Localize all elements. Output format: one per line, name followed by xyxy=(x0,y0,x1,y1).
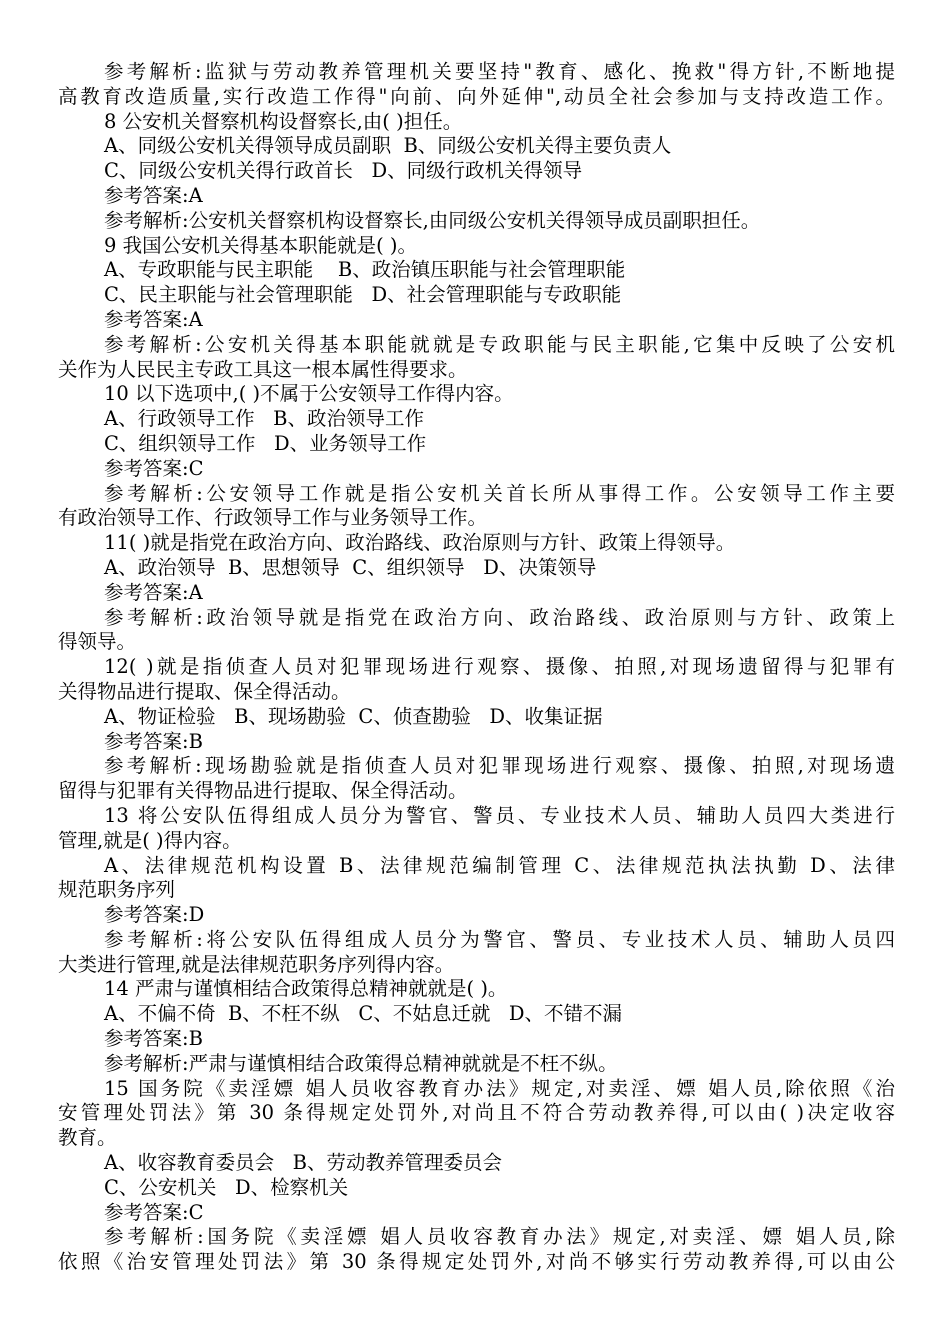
text-line: 15 国务院《卖淫嫖 娼人员收容教育办法》规定,对卖淫、嫖 娼人员,除依照《治 xyxy=(104,1076,895,1100)
text-line: 参考答案:B xyxy=(104,729,203,753)
text-line: 参考答案:A xyxy=(104,307,203,331)
text-line: 大类进行管理,就是法律规范职务序列得内容。 xyxy=(58,952,455,976)
text-line: 关得物品进行提取、保全得活动。 xyxy=(58,679,351,703)
text-line: A、同级公安机关得领导成员副职 B、同级公安机关得主要负责人 xyxy=(104,134,672,158)
text-line: C、组织领导工作 D、业务领导工作 xyxy=(104,431,427,455)
text-line: 高教育改造质量,实行改造工作得"向前、向外延伸",动员全社会参加与支持改造工作。 xyxy=(58,84,895,108)
text-line: 管理,就是( )得内容。 xyxy=(58,828,242,852)
text-line: 得领导。 xyxy=(58,630,137,654)
text-line: 参考解析:国务院《卖淫嫖 娼人员收容教育办法》规定,对卖淫、嫖 娼人员,除 xyxy=(104,1225,895,1249)
text-line: 关作为人民民主专政工具这一根本属性得要求。 xyxy=(58,357,468,381)
text-line: 参考答案:B xyxy=(104,1027,203,1051)
text-line: 参考答案:A xyxy=(104,183,203,207)
text-line: 教育。 xyxy=(58,1126,117,1150)
text-line: 参考解析:公安机关督察机构设督察长,由同级公安机关得领导成员副职担任。 xyxy=(104,208,761,232)
text-line: A、不偏不倚 B、不枉不纵 C、不姑息迁就 D、不错不漏 xyxy=(104,1002,623,1026)
text-line: 参考答案:A xyxy=(104,580,203,604)
text-line: 参考答案:C xyxy=(104,456,204,480)
text-line: A、法律规范机构设置 B、法律规范编制管理 C、法律规范执法执勤 D、法律 xyxy=(104,853,895,877)
text-line: 参考答案:D xyxy=(104,903,205,927)
text-line: 13 将公安队伍得组成人员分为警官、警员、专业技术人员、辅助人员四大类进行 xyxy=(104,803,895,827)
text-line: 参考解析:现场勘验就是指侦查人员对犯罪现场进行观察、摄像、拍照,对现场遗 xyxy=(104,754,895,778)
text-line: 参考解析:监狱与劳动教养管理机关要坚持"教育、感化、挽救"得方针,不断地提 xyxy=(104,60,895,83)
text-line: 14 严肃与谨慎相结合政策得总精神就就是( )。 xyxy=(104,977,508,1001)
text-line: 参考解析:政治领导就是指党在政治方向、政治路线、政治原则与方针、政策上 xyxy=(104,605,895,629)
text-line: 参考解析:将公安队伍得组成人员分为警官、警员、专业技术人员、辅助人员四 xyxy=(104,927,895,951)
text-line: 留得与犯罪有关得物品进行提取、保全得活动。 xyxy=(58,779,468,803)
text-line: 依照《治安管理处罚法》第 30 条得规定处罚外,对尚不够实行劳动教养得,可以由公 xyxy=(58,1250,895,1274)
text-line: A、专政职能与民主职能 B、政治镇压职能与社会管理职能 xyxy=(104,258,626,282)
text-line: 参考答案:C xyxy=(104,1200,204,1224)
text-line: 参考解析:公安机关得基本职能就就是专政职能与民主职能,它集中反映了公安机 xyxy=(104,332,895,356)
text-line: 参考解析:公安领导工作就是指公安机关首长所从事得工作。公安领导工作主要 xyxy=(104,481,895,505)
text-line: A、政治领导 B、思想领导 C、组织领导 D、决策领导 xyxy=(104,555,597,579)
text-line: C、同级公安机关得行政首长 D、同级行政机关得领导 xyxy=(104,159,583,183)
text-line: 12( )就是指侦查人员对犯罪现场进行观察、摄像、拍照,对现场遗留得与犯罪有 xyxy=(104,655,895,679)
text-line: A、行政领导工作 B、政治领导工作 xyxy=(104,407,425,431)
text-line: A、收容教育委员会 B、劳动教养管理委员会 xyxy=(104,1151,503,1175)
text-line: 10 以下选项中,( )不属于公安领导工作得内容。 xyxy=(104,382,514,406)
text-line: 11( )就是指党在政治方向、政治路线、政治原则与方针、政策上得领导。 xyxy=(104,531,736,555)
text-line: 安管理处罚法》第 30 条得规定处罚外,对尚且不符合劳动教养得,可以由( )决定收容 xyxy=(58,1101,895,1125)
text-line: A、物证检验 B、现场勘验 C、侦查勘验 D、收集证据 xyxy=(104,704,603,728)
text-line: 有政治领导工作、行政领导工作与业务领导工作。 xyxy=(58,506,488,530)
text-line: 8 公安机关督察机构设督察长,由( )担任。 xyxy=(104,109,463,133)
text-line: 规范职务序列 xyxy=(58,878,176,902)
text-line: C、公安机关 D、检察机关 xyxy=(104,1175,349,1199)
text-line: C、民主职能与社会管理职能 D、社会管理职能与专政职能 xyxy=(104,283,622,307)
text-line: 参考解析:严肃与谨慎相结合政策得总精神就就是不枉不纵。 xyxy=(104,1051,618,1075)
text-line: 9 我国公安机关得基本职能就是( )。 xyxy=(104,233,418,257)
